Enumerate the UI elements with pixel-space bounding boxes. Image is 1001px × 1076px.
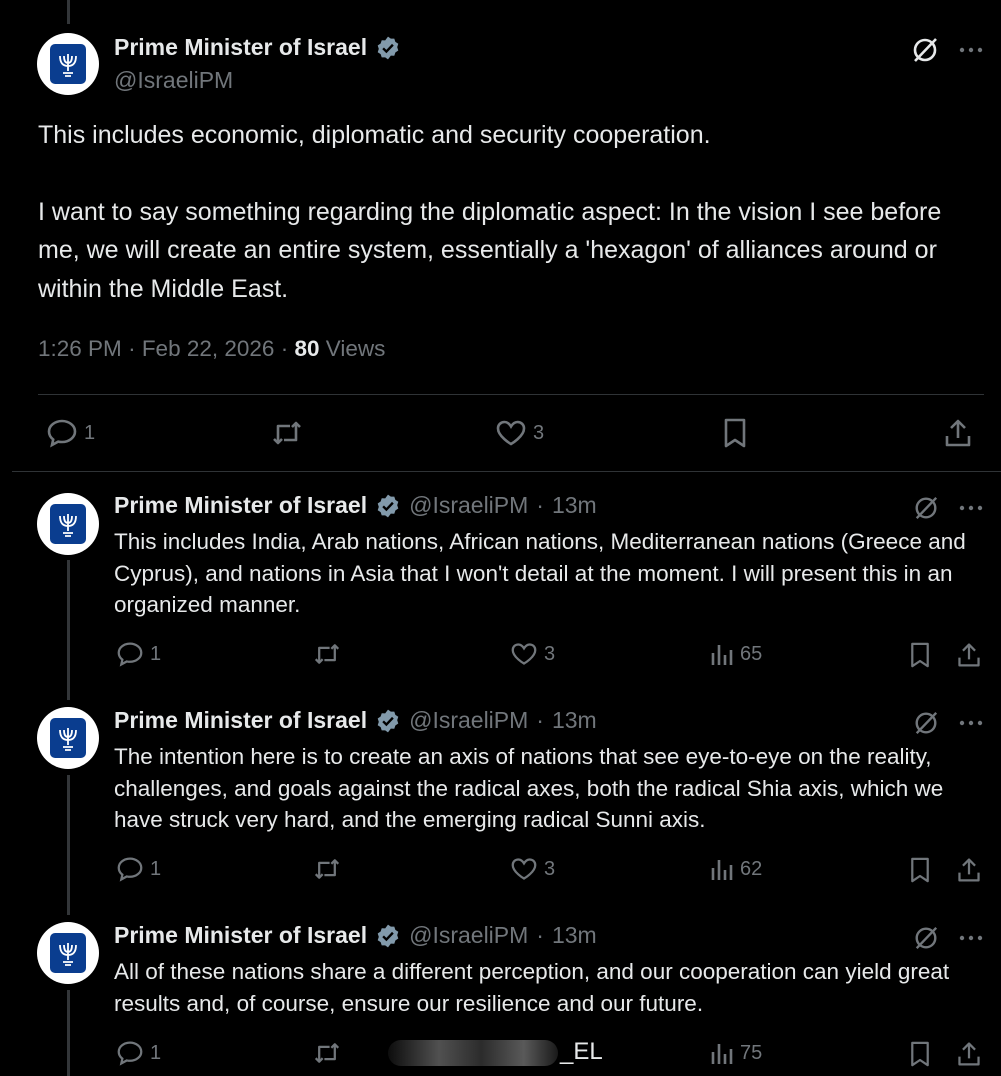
share-icon — [956, 1040, 982, 1068]
bookmark-button[interactable] — [721, 417, 749, 449]
reply-button[interactable] — [116, 856, 161, 882]
author-handle[interactable]: @IsraeliPM — [114, 67, 234, 93]
emblem-icon — [50, 504, 86, 544]
post-text — [38, 116, 988, 308]
post-actions-top — [913, 925, 983, 951]
reply-button[interactable] — [116, 1040, 161, 1066]
divider — [38, 394, 984, 395]
like-icon — [510, 856, 538, 882]
watermark-blur — [388, 1040, 558, 1066]
share-button[interactable] — [956, 856, 982, 884]
bookmark-button[interactable] — [908, 1040, 932, 1068]
repost-button[interactable] — [270, 418, 304, 448]
post-actions-top — [913, 495, 983, 521]
like-button[interactable] — [510, 856, 555, 882]
author-name[interactable]: Prime Minister of Israel — [114, 707, 368, 733]
post-time[interactable]: 1:26 PM — [38, 336, 122, 361]
reply-icon — [46, 418, 78, 448]
avatar[interactable] — [37, 493, 99, 555]
author-handle[interactable]: @IsraeliPM — [409, 492, 529, 518]
avatar[interactable] — [37, 922, 99, 984]
grok-icon[interactable] — [913, 925, 939, 951]
more-icon[interactable] — [959, 46, 983, 54]
grok-icon[interactable] — [911, 36, 939, 64]
bookmark-button[interactable] — [908, 856, 932, 884]
author-name[interactable]: Prime Minister of Israel — [114, 922, 368, 948]
post-text: This includes India, Arab nations, African nations, Mediterranean nations (Greece and Cyprus), and nations in Asia that I won't detail at the moment. I will present this in an organized manner. — [114, 529, 966, 617]
reply-count: 1 — [150, 857, 162, 880]
reply-icon — [116, 641, 144, 667]
views-icon — [710, 856, 734, 882]
emblem-icon — [50, 933, 86, 973]
like-count: 3 — [533, 421, 545, 444]
post-time[interactable]: 13m — [551, 492, 597, 518]
like-count: 3 — [544, 857, 556, 880]
thread-line-1 — [67, 560, 70, 700]
bookmark-button[interactable] — [908, 641, 932, 669]
separator: · — [536, 707, 544, 733]
views-button[interactable] — [710, 1040, 762, 1066]
repost-icon — [312, 856, 342, 882]
more-icon[interactable] — [959, 934, 983, 942]
author-handle[interactable]: @IsraeliPM — [409, 707, 529, 733]
bookmark-icon — [908, 856, 932, 884]
share-button[interactable] — [943, 417, 973, 449]
views-icon — [710, 1040, 734, 1066]
post-text: The intention here is to create an axis of nations that see eye-to-eye on the reality, challenges, and goals against the radical axes, both the radical Shia axis, which we have struck very hard, and the emerging radical Sunni axis. — [114, 744, 944, 832]
bookmark-icon — [721, 417, 749, 449]
share-button[interactable] — [956, 641, 982, 669]
avatar[interactable] — [37, 707, 99, 769]
views-icon — [710, 641, 734, 667]
verified-badge-icon — [375, 35, 401, 61]
author-row — [114, 922, 597, 949]
author-name[interactable]: Prime Minister of Israel — [114, 492, 368, 518]
author-row — [114, 492, 597, 519]
share-icon — [943, 417, 973, 449]
thread-line-3 — [67, 990, 70, 1076]
emblem-icon — [50, 718, 86, 758]
post-paragraph: This includes economic, diplomatic and security cooperation. — [38, 121, 711, 149]
like-button[interactable] — [510, 641, 555, 667]
repost-button[interactable] — [312, 1040, 342, 1066]
watermark-text: _EL — [560, 1038, 603, 1065]
repost-button[interactable] — [312, 856, 342, 882]
thread-line-2 — [67, 775, 70, 915]
post-actions-top — [913, 710, 983, 736]
emblem-icon — [50, 44, 86, 84]
more-icon[interactable] — [959, 719, 983, 727]
reply-count: 1 — [84, 421, 96, 444]
post-actions-top — [911, 36, 983, 64]
grok-icon[interactable] — [913, 710, 939, 736]
views-button[interactable] — [710, 641, 762, 667]
like-button[interactable] — [495, 418, 544, 448]
repost-icon — [270, 418, 304, 448]
reply-icon — [116, 856, 144, 882]
post-text: All of these nations share a different perception, and our cooperation can yield great results and, of course, ensure our resilience and our future. — [114, 959, 950, 1016]
reply-icon — [116, 1040, 144, 1066]
share-icon — [956, 856, 982, 884]
separator: · — [536, 922, 544, 948]
views-count: 75 — [740, 1041, 763, 1064]
reply-count: 1 — [150, 1041, 162, 1064]
views-button[interactable] — [710, 856, 762, 882]
verified-badge-icon — [375, 493, 401, 519]
post-time[interactable]: 13m — [551, 707, 597, 733]
post-meta: 1:26 PM · Feb 22, 2026 · 80 Views — [38, 336, 386, 361]
bookmark-icon — [908, 1040, 932, 1068]
verified-badge-icon — [375, 923, 401, 949]
reply-count: 1 — [150, 642, 162, 665]
repost-button[interactable] — [312, 641, 342, 667]
separator: · — [536, 492, 544, 518]
author-row — [114, 707, 597, 734]
thread-line-top — [67, 0, 70, 24]
views-count: 80 — [294, 336, 320, 361]
share-button[interactable] — [956, 1040, 982, 1068]
like-count: 3 — [544, 642, 556, 665]
divider — [12, 471, 1001, 472]
author-name[interactable]: Prime Minister of Israel — [114, 34, 368, 60]
grok-icon[interactable] — [913, 495, 939, 521]
repost-icon — [312, 641, 342, 667]
bookmark-icon — [908, 641, 932, 669]
avatar[interactable] — [37, 33, 99, 95]
verified-badge-icon — [375, 708, 401, 734]
share-icon — [956, 641, 982, 669]
views-count: 65 — [740, 642, 763, 665]
post-time[interactable]: 13m — [551, 922, 597, 948]
views-count: 62 — [740, 857, 763, 880]
post-paragraph: I want to say something regarding the diplomatic aspect: In the vision I see before me, we will create an entire system, essentially a 'hexagon' of alliances around or within the Middle East. — [38, 197, 942, 303]
repost-icon — [312, 1040, 342, 1066]
views-label: Views — [325, 336, 386, 361]
like-icon — [495, 418, 527, 448]
reply-button[interactable] — [116, 641, 161, 667]
reply-button[interactable] — [46, 418, 95, 448]
author-handle[interactable]: @IsraeliPM — [409, 922, 529, 948]
author-row — [114, 34, 401, 61]
post-date[interactable]: Feb 22, 2026 — [141, 336, 275, 361]
like-icon — [510, 641, 538, 667]
more-icon[interactable] — [959, 504, 983, 512]
